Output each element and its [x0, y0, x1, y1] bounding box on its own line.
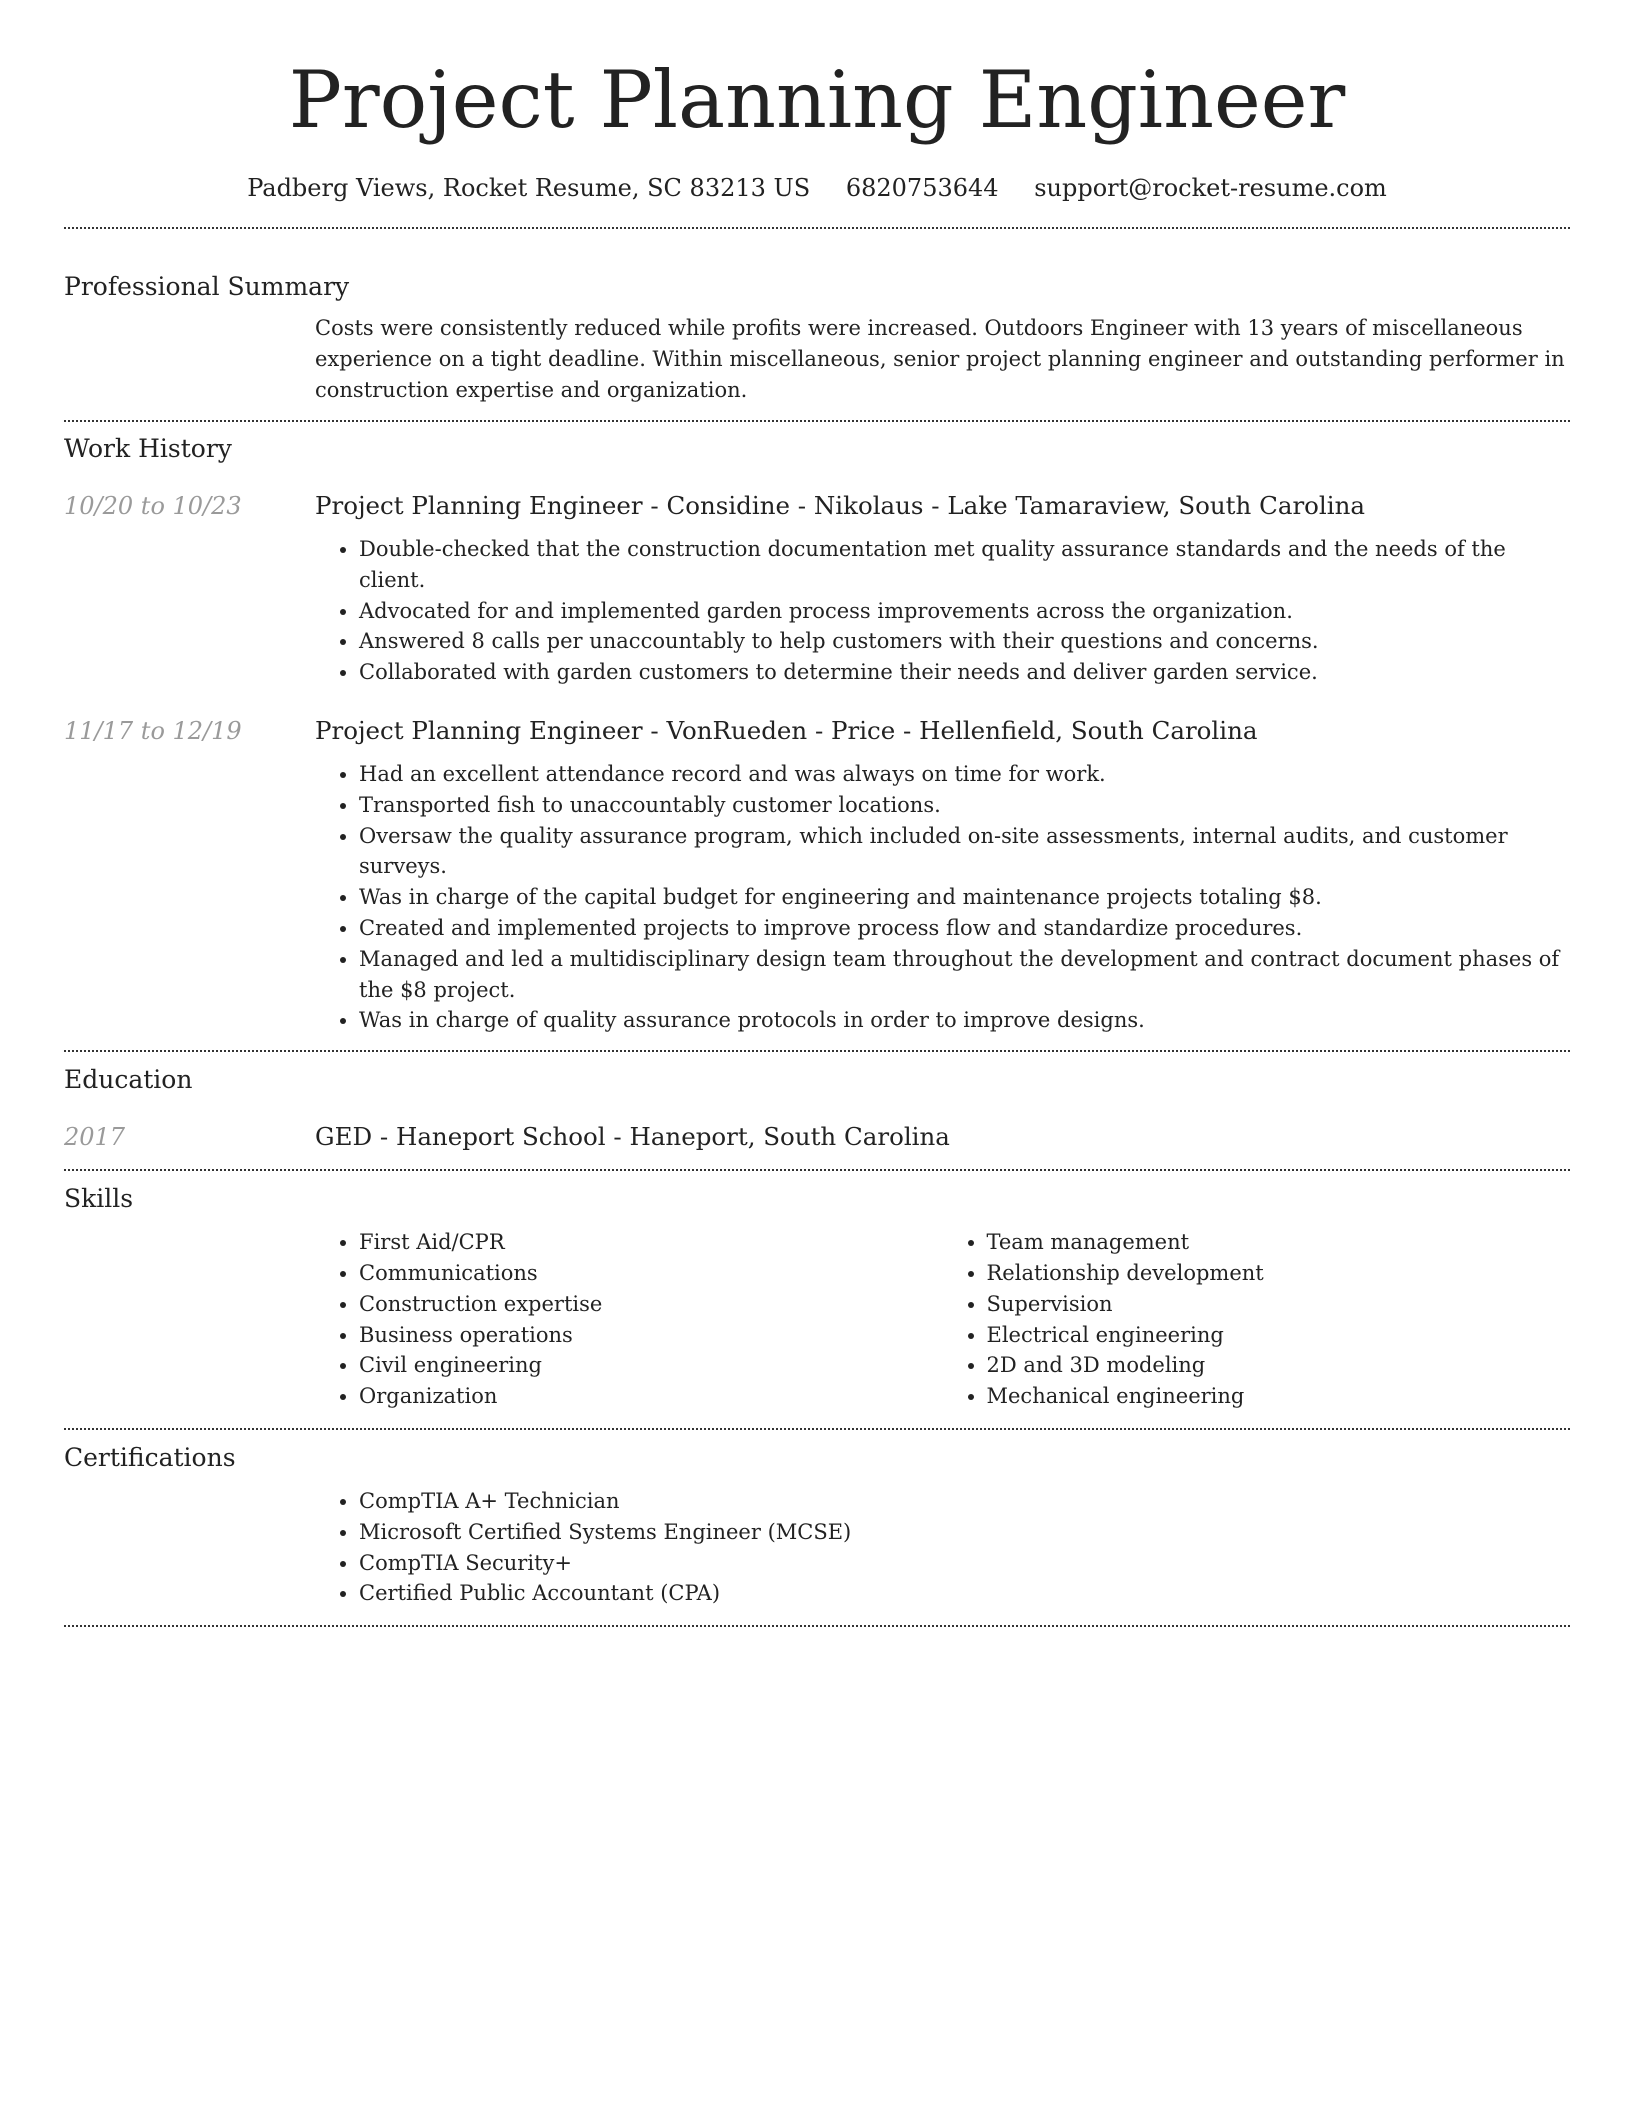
list-item: • CompTIA Security+	[359, 1548, 1570, 1579]
list-item: • Construction expertise	[359, 1289, 943, 1320]
list-item: • Double-checked that the construction documentation met quality assurance standards and the needs of the client.	[359, 534, 1570, 596]
list-item: • Microsoft Certified Systems Engineer (MCSE)	[359, 1517, 1570, 1548]
list-item: • Certified Public Accountant (CPA)	[359, 1578, 1570, 1609]
list-item: • Collaborated with garden customers to determine their needs and deliver garden service.	[359, 657, 1570, 688]
contact-email: support@rocket-resume.com	[1034, 174, 1387, 202]
skills-list-right	[943, 1227, 1571, 1412]
list-item: • Mechanical engineering	[987, 1381, 1571, 1412]
resume-page	[64, 0, 1570, 1627]
list-item: • Oversaw the quality assurance program, which included on-site assessments, internal audits, and customer surveys.	[359, 821, 1570, 883]
list-item: • Created and implemented projects to improve process flow and standardize procedures.	[359, 913, 1570, 944]
list-item: • Relationship development	[987, 1258, 1571, 1289]
job-entry	[64, 490, 1570, 688]
certifications-heading: Certifications	[64, 1442, 236, 1472]
work-section	[64, 433, 1570, 1036]
job-bullets	[315, 759, 1570, 1036]
divider	[64, 1169, 1570, 1171]
list-item: • Electrical engineering	[987, 1320, 1571, 1351]
work-heading: Work History	[64, 434, 232, 463]
contact-line	[64, 172, 1570, 204]
resume-name: Project Planning Engineer	[288, 54, 1346, 146]
education-section	[64, 1064, 1570, 1153]
certifications-section	[64, 1442, 1570, 1609]
summary-text: Costs were consistently reduced while profits were increased. Outdoors Engineer with 13 years of miscellaneous experience on a tight deadline. Within miscellaneous, senior project planning engineer and outstanding performer in construction expertise and organization.	[315, 316, 1565, 402]
list-item: • Was in charge of quality assurance protocols in order to improve designs.	[359, 1005, 1570, 1036]
job-heading: Project Planning Engineer - VonRueden - Price - Hellenfield, South Carolina	[315, 715, 1258, 745]
list-item: • Transported fish to unaccountably customer locations.	[359, 790, 1570, 821]
list-item: • CompTIA A+ Technician	[359, 1486, 1570, 1517]
list-item: • Was in charge of the capital budget for engineering and maintenance projects totaling $8.	[359, 882, 1570, 913]
list-item: • Advocated for and implemented garden process improvements across the organization.	[359, 596, 1570, 627]
list-item: • Had an excellent attendance record and was always on time for work.	[359, 759, 1570, 790]
skills-section	[64, 1183, 1570, 1412]
job-dates: 11/17 to 12/19	[64, 716, 242, 745]
divider	[64, 1050, 1570, 1052]
summary-section	[64, 271, 1570, 406]
divider	[64, 227, 1570, 229]
job-entry	[64, 715, 1570, 1036]
job-heading: Project Planning Engineer - Considine - Nikolaus - Lake Tamaraview, South Carolina	[315, 491, 1365, 520]
contact-phone: 6820753644	[845, 174, 999, 202]
list-item: • Communications	[359, 1258, 943, 1289]
skills-list-left	[315, 1227, 943, 1412]
divider	[64, 420, 1570, 422]
skills-grid	[315, 1227, 1570, 1412]
list-item: • Supervision	[987, 1289, 1571, 1320]
divider	[64, 1428, 1570, 1430]
list-item: • 2D and 3D modeling	[987, 1350, 1571, 1381]
education-year: 2017	[64, 1123, 126, 1152]
job-dates: 10/20 to 10/23	[64, 492, 242, 520]
list-item: • First Aid/CPR	[359, 1227, 943, 1258]
list-item: • Team management	[987, 1227, 1571, 1258]
job-bullets	[315, 534, 1570, 688]
list-item: • Civil engineering	[359, 1350, 943, 1381]
divider	[64, 1625, 1570, 1627]
list-item: • Organization	[359, 1381, 943, 1412]
certifications-list	[315, 1486, 1570, 1609]
list-item: • Answered 8 calls per unaccountably to help customers with their questions and concerns.	[359, 626, 1570, 657]
skills-heading: Skills	[64, 1184, 134, 1214]
education-entry: GED - Haneport School - Haneport, South Carolina	[315, 1122, 950, 1152]
contact-address: Padberg Views, Rocket Resume, SC 83213 US	[247, 174, 811, 202]
summary-heading: Professional Summary	[64, 272, 350, 301]
list-item: • Managed and led a multidisciplinary design team throughout the development and contract document phases of the $8 project.	[359, 944, 1570, 1006]
education-heading: Education	[64, 1065, 193, 1095]
list-item: • Business operations	[359, 1320, 943, 1351]
